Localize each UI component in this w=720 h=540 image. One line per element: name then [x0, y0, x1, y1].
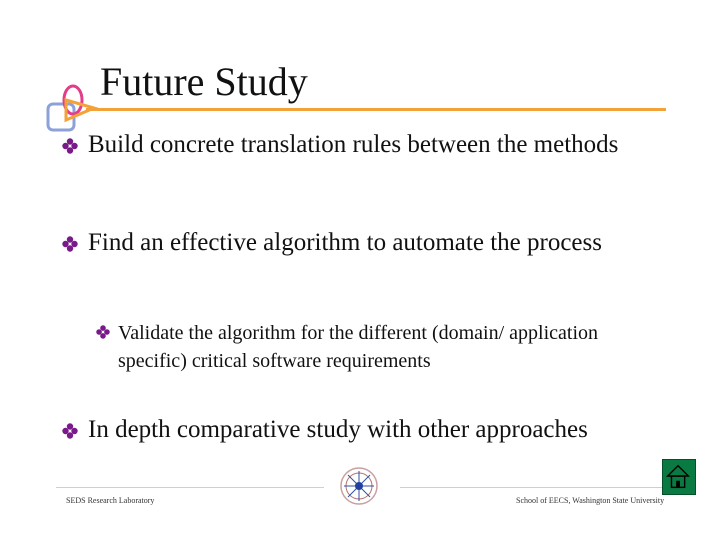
footer-lab-name: SEDS Research Laboratory [66, 496, 155, 505]
diamond-bullet-icon [62, 138, 78, 154]
bullet-text: Validate the algorithm for the different (domain/ application specific) critical software requirements [118, 322, 599, 372]
bullet-text: In depth comparative study with other approaches [88, 416, 588, 443]
footer-school-name: School of EECS, Washington State University [516, 496, 665, 505]
bullet-text: Find an effective algorithm to automate the process [88, 229, 602, 256]
bullet-item [62, 227, 622, 259]
university-seal-icon [339, 466, 379, 506]
home-icon [663, 460, 695, 494]
footer-divider-right [400, 487, 666, 488]
bullet-item [62, 129, 622, 161]
footer-divider-left [56, 487, 324, 488]
diamond-bullet-icon [96, 325, 110, 339]
diamond-bullet-icon [62, 236, 78, 252]
title-divider [86, 108, 666, 111]
diamond-bullet-icon [62, 423, 78, 439]
slide-title: Future Study [100, 59, 308, 104]
sub-bullet-item [96, 319, 656, 375]
bullet-text: Build concrete translation rules between the methods [88, 131, 619, 158]
home-button[interactable] [662, 459, 696, 495]
bullet-item [62, 414, 682, 446]
